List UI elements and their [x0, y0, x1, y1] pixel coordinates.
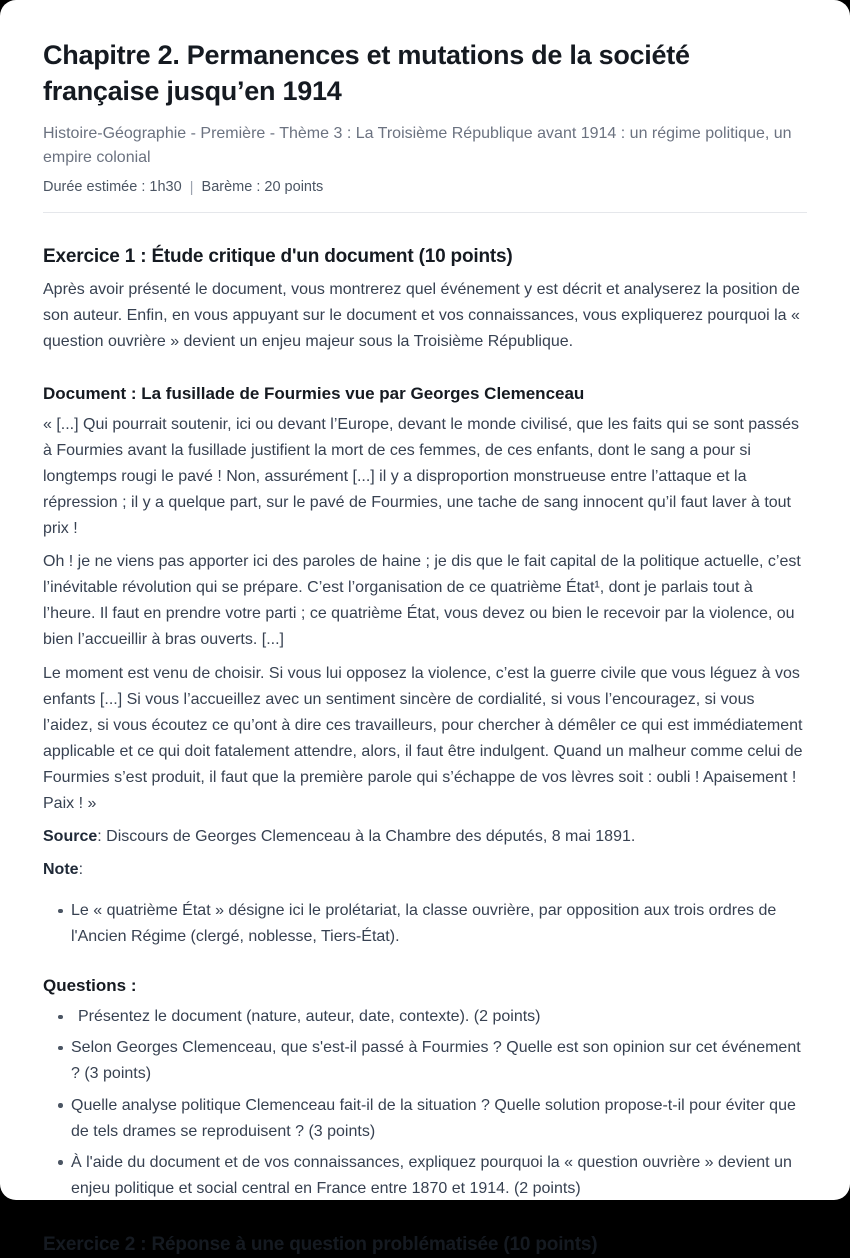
- exam-meta: [43, 179, 807, 196]
- question-item: [71, 1035, 807, 1087]
- exercise1-heading: Exercice 1 : Étude critique d'un document (10 points): [43, 245, 513, 267]
- page-title: Chapitre 2. Permanences et mutations de la société française jusqu’en 1914: [43, 40, 690, 106]
- question-text: Selon Georges Clemenceau, que s'est-il passé à Fourmies ? Quelle est son opinion sur cet événement ? (3 points): [71, 1039, 801, 1083]
- course-subtitle: Histoire-Géographie - Première - Thème 3 : La Troisième République avant 1914 : un régime politique, un empire colonial: [43, 124, 792, 166]
- bullet-icon: [58, 1160, 63, 1165]
- note-label: Note: [43, 861, 79, 879]
- exam-duration: Durée estimée : 1h30: [43, 179, 182, 196]
- question-item: [71, 1150, 807, 1202]
- question-text: À l'aide du document et de vos connaissances, expliquez pourquoi la « question ouvrière » devient un enjeu politique et social central en France entre 1870 et 1914. (2 points): [71, 1153, 792, 1197]
- question-item: [71, 1093, 807, 1145]
- exercise1-intro: Après avoir présenté le document, vous montrerez quel événement y est décrit et analyserez la position de son auteur. Enfin, en vous appuyant sur le document et vos connaissances, vous expliquerez pourquoi la « question ouvrière » devient un enjeu majeur sous la Troisième République.: [43, 280, 800, 350]
- exercise2-heading: Exercice 2 : Réponse à une question problématisée (10 points): [43, 1233, 598, 1255]
- questions-list: [43, 1004, 807, 1202]
- document-paragraph: « [...] Qui pourrait soutenir, ici ou devant l’Europe, devant le monde civilisé, que les faits qui se sont passés à Fourmies avant la fusillade justifient la mort de ces femmes, de ces enfants, dont le sang a pour si longtemps rougi le pavé ! Non, assurément [...] il y a disproportion monstrueuse entre l’attaque et la répression ; il y a quelque part, sur le pavé de Fourmies, une tache de sang innocent qu’il faut laver à tout prix !: [43, 415, 799, 538]
- question-item: [71, 1004, 807, 1030]
- header-divider: [43, 212, 807, 213]
- exercise2-clipped-section: [43, 1233, 807, 1256]
- note-colon: :: [78, 861, 84, 879]
- bullet-icon: [58, 909, 63, 914]
- source-line: [43, 824, 807, 850]
- document-paragraph: Le moment est venu de choisir. Si vous lui opposez la violence, c’est la guerre civile que vous léguez à vos enfants [...] Si vous l’accueillez avec un sentiment sincère de cordialité, si vous l’encouragez, si vous l’aidez, si vous écoutez ce qu’ont à dire ces travailleurs, pour chercher à démêler ce qui est immédiatement applicable et ce qui doit fatalement attendre, alors, il faut être indulgent. Quand un malheur comme celui de Fourmies s’est produit, il faut que la première parole qui s’échappe de vos lèvres soit : oubli ! Apaisement ! Paix ! »: [43, 664, 803, 812]
- note-list: [43, 898, 807, 950]
- note-item: [71, 898, 807, 950]
- source-text: : Discours de Georges Clemenceau à la Chambre des députés, 8 mai 1891.: [97, 828, 636, 845]
- bullet-icon: [58, 1015, 63, 1020]
- document-paragraph: Oh ! je ne viens pas apporter ici des paroles de haine ; je dis que le fait capital de la politique actuelle, c’est l’inévitable révolution qui se prépare. C’est l’organisation de ce quatrième État¹, dont je parlais tout à l’heure. Il faut en prendre votre parti ; ce quatrième État, vous devez ou bien le recevoir par la violence, ou bien l’accueillir à bras ouverts. [...]: [43, 553, 801, 649]
- question-text: Quelle analyse politique Clemenceau fait-il de la situation ? Quelle solution propose-t-il pour éviter que de tels drames se reproduisent ? (3 points): [71, 1096, 796, 1140]
- bullet-icon: [58, 1103, 63, 1108]
- document-heading: Document : La fusillade de Fourmies vue par Georges Clemenceau: [43, 383, 585, 403]
- bullet-icon: [58, 1046, 63, 1051]
- exam-grading: Barème : 20 points: [201, 179, 324, 196]
- note-item-text: Le « quatrième État » désigne ici le prolétariat, la classe ouvrière, par opposition aux trois ordres de l'Ancien Régime (clergé, noblesse, Tiers-État).: [71, 902, 777, 946]
- source-label: Source: [43, 828, 98, 845]
- questions-heading: Questions :: [43, 976, 137, 996]
- question-text: Présentez le document (nature, auteur, date, contexte). (2 points): [78, 1008, 541, 1026]
- note-line: [43, 857, 807, 883]
- meta-separator: |: [189, 178, 194, 196]
